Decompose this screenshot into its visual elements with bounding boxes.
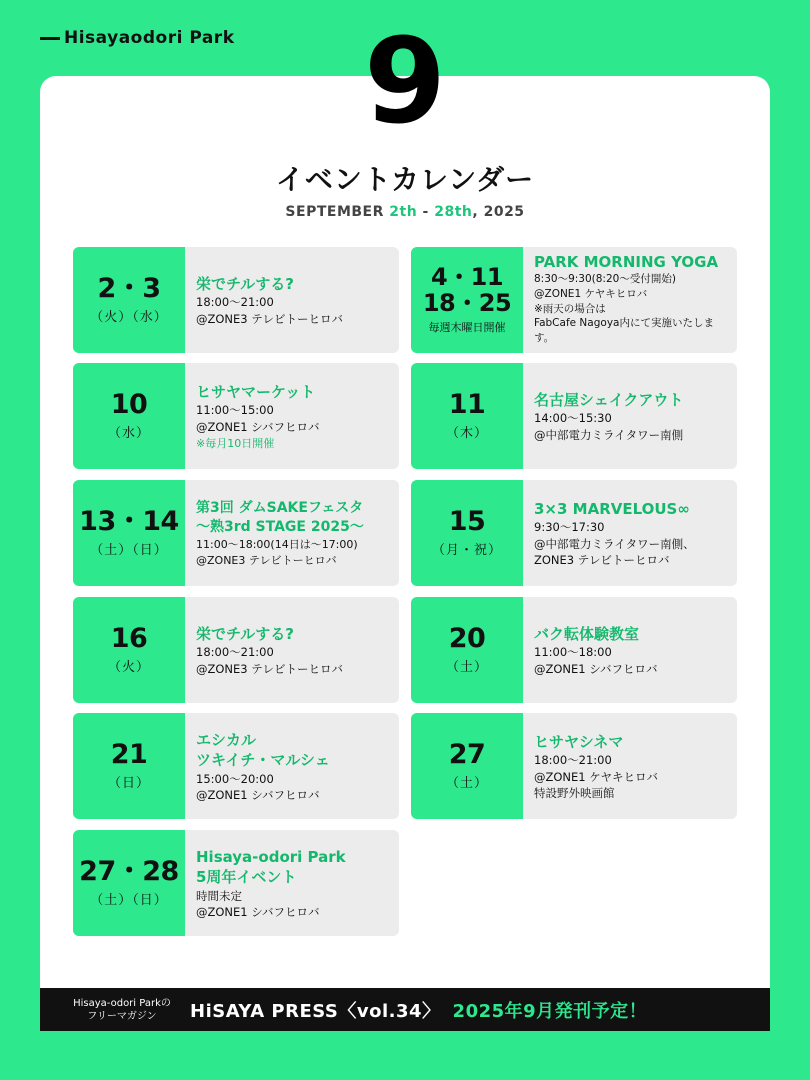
event-date-block	[411, 713, 523, 819]
event-details: 18:00〜21:00 @ZONE1 ケヤキヒロバ 特設野外映画館	[534, 753, 659, 801]
date-range-end: 28th	[434, 204, 473, 220]
event-card[interactable]	[411, 713, 737, 819]
event-card[interactable]	[411, 480, 737, 586]
event-date-block	[411, 480, 523, 586]
date-range-month: SEPTEMBER	[285, 204, 390, 220]
date-range-year: , 2025	[472, 204, 525, 220]
footer-publish-date: 2025年9月発刊予定！	[452, 1000, 648, 1022]
event-weekday: （火）	[107, 659, 150, 675]
event-date: 27	[448, 739, 486, 771]
event-details: 11:00〜18:00 @ZONE1 シバフヒロバ	[534, 645, 658, 677]
event-weekday: （土）（日）	[90, 892, 168, 908]
event-name: バク転体験教室	[534, 625, 640, 644]
event-date: 10	[110, 389, 148, 421]
event-date: 20	[448, 623, 486, 655]
event-info	[185, 363, 399, 469]
event-date-block	[73, 480, 185, 586]
date-range	[40, 204, 770, 220]
month-number: 9	[363, 12, 447, 150]
event-date-block	[411, 363, 523, 469]
event-date-block	[73, 363, 185, 469]
event-date: 11	[448, 389, 486, 421]
event-details: 時間未定 @ZONE1 シバフヒロバ	[196, 888, 320, 920]
event-date: 16	[110, 623, 148, 655]
event-date: 27・28	[79, 856, 179, 888]
event-details: 9:30〜17:30 @中部電力ミライタワー南側、 ZONE3 テレビトーヒロバ	[534, 520, 695, 568]
event-date: 2・3	[97, 273, 161, 305]
event-weekday: （木）	[445, 425, 488, 441]
event-date-block	[73, 713, 185, 819]
event-name: ヒサヤシネマ	[534, 732, 624, 751]
event-info	[185, 247, 399, 353]
event-weekday: （水）	[107, 425, 150, 441]
event-date: 13・14	[79, 506, 179, 538]
event-weekday: （日）	[107, 775, 150, 791]
event-weekday: （土）	[445, 775, 488, 791]
event-name: PARK MORNING YOGA	[534, 253, 719, 272]
event-note: ※毎月10日開催	[196, 436, 275, 450]
event-details: 11:00〜15:00 @ZONE1 シバフヒロバ	[196, 403, 320, 435]
event-date: 15	[448, 506, 486, 538]
event-name: 3×3 MARVELOUS∞	[534, 499, 690, 518]
event-info	[185, 713, 399, 819]
event-card[interactable]	[73, 247, 399, 353]
event-info	[523, 597, 737, 703]
event-details: 18:00〜21:00 @ZONE3 テレビトーヒロバ	[196, 295, 344, 327]
event-weekday: （土）	[445, 659, 488, 675]
event-weekday: （火）（水）	[90, 309, 168, 325]
event-name: Hisaya-odori Park 5周年イベント	[196, 848, 346, 887]
event-date-block	[73, 247, 185, 353]
event-card[interactable]	[411, 363, 737, 469]
event-name: ヒサヤマーケット	[196, 383, 316, 402]
event-date-block	[73, 597, 185, 703]
event-card[interactable]	[73, 597, 399, 703]
event-info	[185, 597, 399, 703]
event-card[interactable]	[411, 597, 737, 703]
event-details: 8:30〜9:30(8:20〜受付開始) @ZONE1 ケヤキヒロバ ※雨天の場合は FabCafe Nagoya内にて実施いたします。	[534, 273, 714, 345]
event-date-block	[73, 830, 185, 936]
event-details: 14:00〜15:30 @中部電力ミライタワー南側	[534, 411, 684, 443]
event-details: 11:00〜18:00(14日は〜17:00) @ZONE3 テレビトーヒロバ	[196, 537, 358, 567]
page-title: イベントカレンダー	[275, 163, 535, 196]
logo-text: Hisayaodori Park	[64, 28, 235, 48]
date-range-separator: -	[417, 204, 435, 220]
event-date-block	[411, 597, 523, 703]
event-info	[523, 480, 737, 586]
event-card[interactable]	[73, 830, 399, 936]
event-info	[523, 247, 737, 353]
event-info	[185, 480, 399, 586]
event-date-block	[411, 247, 523, 353]
event-details: 18:00〜21:00 @ZONE3 テレビトーヒロバ	[196, 645, 344, 677]
event-name: エシカル ツキイチ・マルシェ	[196, 731, 330, 770]
event-name: 栄でチルする?	[196, 625, 294, 644]
event-card[interactable]	[73, 480, 399, 586]
event-name: 名古屋シェイクアウト	[534, 391, 684, 410]
event-info	[523, 713, 737, 819]
event-info	[185, 830, 399, 936]
event-card[interactable]	[73, 713, 399, 819]
footer-magazine-title: HiSAYA PRESS〈vol.34〉	[190, 1000, 441, 1022]
event-name: 栄でチルする?	[196, 275, 294, 294]
event-date: 21	[110, 739, 148, 771]
event-info	[523, 363, 737, 469]
event-card[interactable]	[73, 363, 399, 469]
event-card[interactable]	[411, 247, 737, 353]
event-details: 15:00〜20:00 @ZONE1 シバフヒロバ	[196, 771, 320, 803]
date-range-start: 2th	[389, 204, 418, 220]
event-weekday: （月・祝）	[431, 542, 502, 558]
event-date-note: 毎週木曜日開催	[428, 320, 506, 334]
footer-tagline: Hisaya-odori Parkの フリーマガジン	[73, 997, 171, 1022]
event-weekday: （土）（日）	[90, 542, 168, 558]
event-name: 第3回 ダムSAKEフェスタ 〜熟3rd STAGE 2025〜	[196, 500, 364, 536]
footer-banner	[40, 988, 770, 1031]
event-date: 4・11 18・25	[422, 263, 512, 317]
